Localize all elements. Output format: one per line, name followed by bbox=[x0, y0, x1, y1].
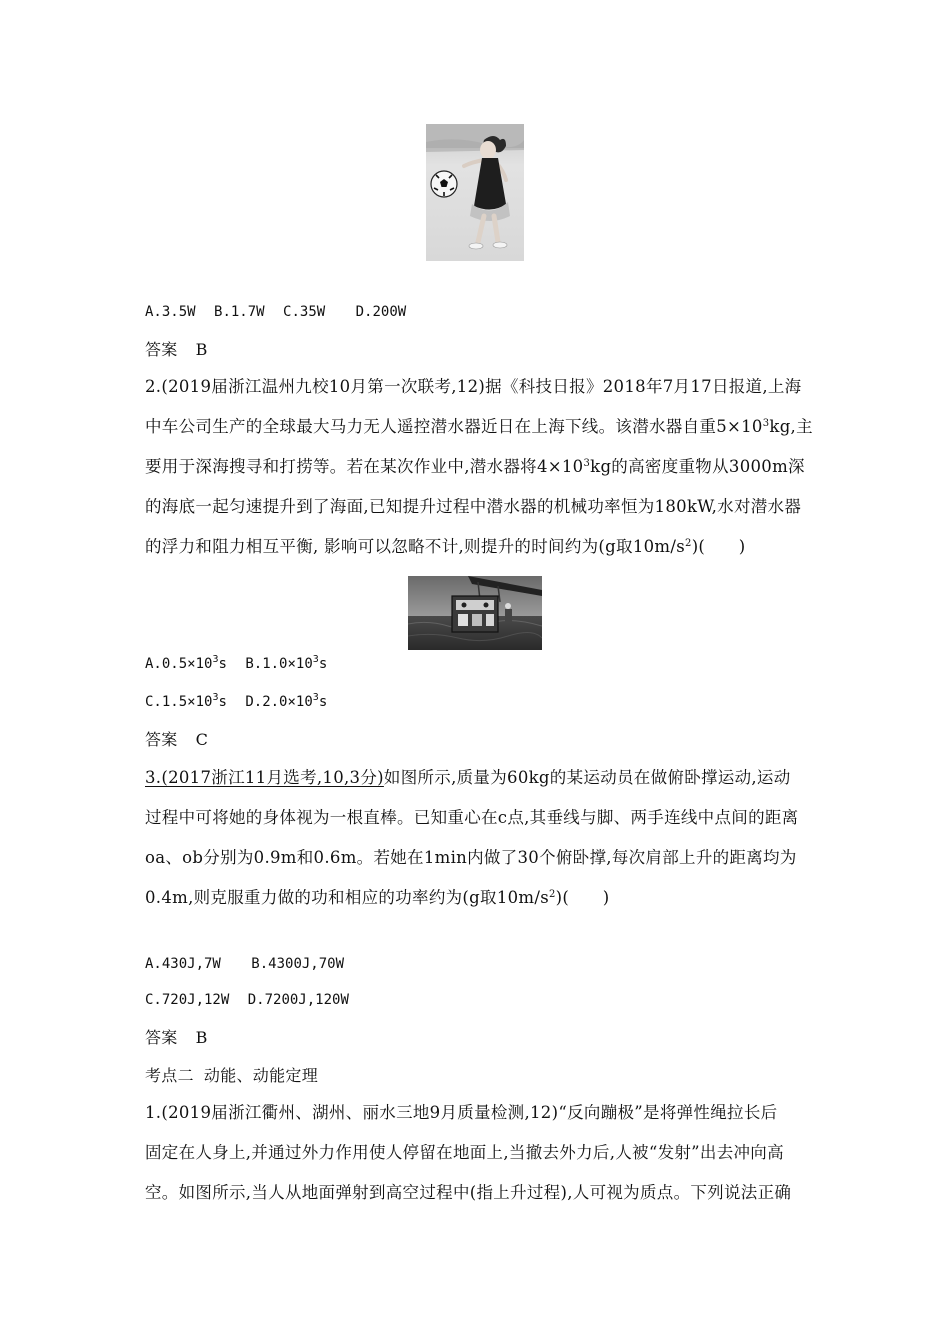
s2q1-text: 固定在人身上,并通过外力作用使人停留在地面上,当撤去外力后,人被“发射”出去冲向高 bbox=[145, 1143, 784, 1162]
q2-answer bbox=[145, 729, 208, 751]
s2q1-line-3 bbox=[145, 1182, 791, 1204]
answer-label: 答案 bbox=[145, 730, 178, 749]
q2-text: kg的高密度重物从3000m深 bbox=[590, 457, 805, 476]
q2-line-1 bbox=[145, 376, 802, 398]
s2q1-line-2 bbox=[145, 1142, 784, 1164]
q1-option-a: A.3.5W bbox=[145, 304, 196, 320]
q2-source: 2.(2019届浙江温州九校10月第一次联考,12) bbox=[145, 377, 486, 396]
q1-options bbox=[145, 301, 406, 323]
q3-line-4 bbox=[145, 887, 609, 909]
answer-value: C bbox=[195, 730, 209, 749]
q2-options-row-2 bbox=[145, 691, 327, 713]
q2-line-2 bbox=[145, 416, 813, 438]
q3-text: 如图所示,质量为60kg的某运动员在做俯卧撑运动,运动 bbox=[383, 768, 791, 787]
superscript: 3 bbox=[312, 654, 319, 665]
answer-label: 答案 bbox=[145, 340, 178, 359]
q3-line-1 bbox=[145, 767, 791, 789]
superscript: 3 bbox=[583, 458, 591, 469]
q2-text: 的海底一起匀速提升到了海面,已知提升过程中潜水器的机械功率恒为180kW,水对潜水器 bbox=[145, 497, 802, 516]
q2-options-row-1 bbox=[145, 653, 327, 675]
q3-option-c: C.720J,12W bbox=[145, 992, 230, 1008]
s2q1-source: 1.(2019届浙江衢州、湖州、丽水三地9月质量检测,12) bbox=[145, 1103, 559, 1122]
q3-line-3 bbox=[145, 847, 797, 869]
option-text: s bbox=[318, 694, 328, 710]
answer-label: 答案 bbox=[145, 1028, 178, 1047]
submersible-image bbox=[408, 576, 542, 650]
q3-text: )( ) bbox=[555, 888, 610, 907]
q3-line-2 bbox=[145, 807, 799, 829]
s2q1-line-1 bbox=[145, 1102, 777, 1124]
s2q1-text: 空。如图所示,当人从地面弹射到高空过程中(指上升过程),人可视为质点。下列说法正确 bbox=[145, 1183, 792, 1202]
q2-option-b bbox=[245, 656, 327, 672]
section-number: 考点二 bbox=[145, 1066, 194, 1085]
option-text: C.1.5×10 bbox=[145, 694, 213, 710]
q1-option-b: B.1.7W bbox=[214, 304, 265, 320]
q3-option-a: A.430J,7W bbox=[145, 956, 221, 972]
q2-text: 中车公司生产的全球最大马力无人遥控潜水器近日在上海下线。该潜水器自重5×10 bbox=[145, 417, 763, 436]
q3-option-b: B.4300J,70W bbox=[251, 956, 345, 972]
q3-text: 0.4m,则克服重力做的功和相应的功率约为(g取10m/s bbox=[145, 888, 549, 907]
superscript: 2 bbox=[685, 538, 692, 549]
answer-value: B bbox=[195, 1028, 208, 1047]
q2-option-a bbox=[145, 656, 227, 672]
option-text: B.1.0×10 bbox=[245, 656, 313, 672]
q2-text: 的浮力和阻力相互平衡, 影响可以忽略不计,则提升的时间约为(g取10m/s bbox=[145, 537, 686, 556]
q3-options-row-2 bbox=[145, 989, 349, 1011]
superscript: 3 bbox=[312, 692, 319, 703]
option-text: A.0.5×10 bbox=[145, 656, 213, 672]
q1-option-d: D.200W bbox=[355, 304, 407, 320]
q3-text: 过程中可将她的身体视为一根直棒。已知重心在c点,其垂线与脚、两手连线中点间的距离 bbox=[145, 808, 799, 827]
q3-option-d: D.7200J,120W bbox=[247, 992, 349, 1008]
q2-line-4 bbox=[145, 496, 801, 518]
superscript: 2 bbox=[549, 889, 556, 900]
q3-options-row-1 bbox=[145, 953, 344, 975]
superscript: 3 bbox=[762, 418, 770, 429]
q2-text: )( ) bbox=[691, 537, 746, 556]
option-text: s bbox=[218, 694, 227, 710]
q3-answer bbox=[145, 1027, 208, 1049]
q2-text: 据《科技日报》2018年7月17日报道,上海 bbox=[485, 377, 802, 396]
q2-option-c bbox=[145, 694, 227, 710]
s2q1-text: “反向蹦极”是将弹性绳拉长后 bbox=[558, 1103, 778, 1122]
q2-line-3 bbox=[145, 456, 805, 478]
answer-value: B bbox=[195, 340, 208, 359]
girl-playing-football-image bbox=[426, 124, 524, 261]
section-title: 动能、动能定理 bbox=[203, 1066, 319, 1085]
q2-text: 要用于深海搜寻和打捞等。若在某次作业中,潜水器将4×10 bbox=[145, 457, 584, 476]
q2-option-d bbox=[245, 694, 327, 710]
q2-text: kg,主 bbox=[769, 417, 813, 436]
superscript: 3 bbox=[212, 654, 219, 665]
q1-option-c: C.35W bbox=[283, 304, 326, 320]
option-text: s bbox=[218, 656, 227, 672]
q1-answer bbox=[145, 339, 208, 361]
option-text: s bbox=[318, 656, 328, 672]
option-text: D.2.0×10 bbox=[245, 694, 313, 710]
q2-line-5 bbox=[145, 536, 746, 558]
superscript: 3 bbox=[212, 692, 219, 703]
section-heading bbox=[145, 1065, 318, 1087]
q3-text: oa、ob分别为0.9m和0.6m。若她在1min内做了30个俯卧撑,每次肩部上升的距离均为 bbox=[145, 848, 797, 867]
q3-source: 3.(2017浙江11月选考,10,3分) bbox=[145, 768, 384, 787]
